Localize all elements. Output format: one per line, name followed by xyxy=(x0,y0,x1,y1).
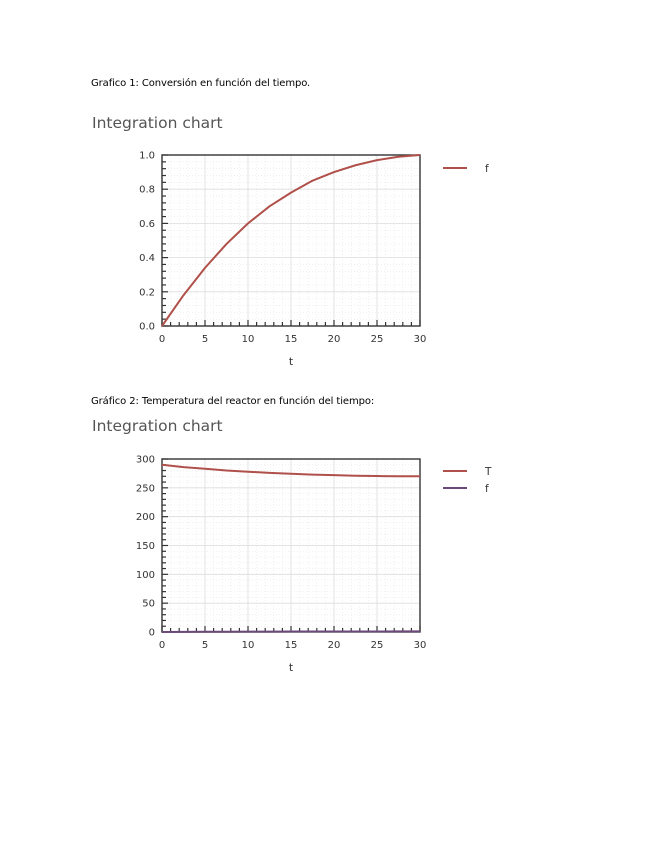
y-tick-label: 150 xyxy=(135,541,155,552)
y-tick-label: 300 xyxy=(135,454,155,466)
y-tick-label: 100 xyxy=(135,569,155,581)
x-tick-label: 10 xyxy=(241,334,255,345)
x-axis-label: t xyxy=(288,661,294,674)
y-tick-label: 0.6 xyxy=(139,218,155,230)
x-tick-label: 10 xyxy=(241,640,255,651)
x-tick-label: 30 xyxy=(413,334,427,345)
y-tick-label: 200 xyxy=(135,512,155,524)
y-tick-label: 0 xyxy=(148,627,155,639)
x-tick-label: 25 xyxy=(370,334,384,345)
y-tick-label: 1.0 xyxy=(139,150,155,162)
legend-label-f: f xyxy=(485,483,489,495)
grid xyxy=(162,459,420,632)
x-axis-label: t xyxy=(288,355,294,368)
x-tick-label: 15 xyxy=(284,640,298,651)
y-tick-label: 250 xyxy=(135,483,155,495)
series-line-f xyxy=(162,631,420,632)
y-tick-label: 0.2 xyxy=(139,287,155,299)
x-tick-label: 15 xyxy=(284,334,298,345)
y-tick-label: 0.0 xyxy=(139,321,155,333)
x-tick-label: 5 xyxy=(201,640,209,651)
x-tick-label: 0 xyxy=(158,640,166,651)
legend-label-f: f xyxy=(485,163,489,175)
y-tick-label: 50 xyxy=(142,598,155,610)
x-tick-label: 20 xyxy=(327,640,341,651)
chart-title-2: Integration chart xyxy=(92,417,223,435)
chart-title-1: Integration chart xyxy=(92,114,223,132)
y-tick-label: 0.4 xyxy=(139,253,155,265)
figure-caption-1: Grafico 1: Conversión en función del tiempo. xyxy=(91,78,311,89)
y-tick-label: 0.8 xyxy=(139,184,155,196)
x-tick-label: 25 xyxy=(370,640,384,651)
x-tick-label: 0 xyxy=(158,334,166,345)
x-tick-label: 5 xyxy=(201,334,209,345)
legend-label-T: T xyxy=(485,466,492,478)
figure-caption-2: Gráfico 2: Temperatura del reactor en función del tiempo: xyxy=(91,396,375,407)
x-tick-label: 30 xyxy=(413,640,427,651)
x-tick-label: 20 xyxy=(327,334,341,345)
